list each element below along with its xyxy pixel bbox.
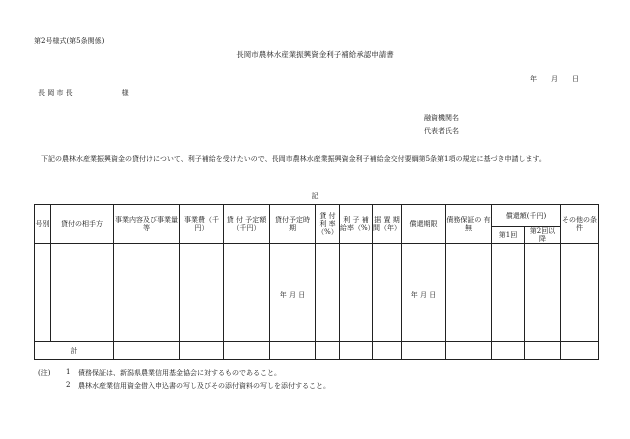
cell-cost [180, 244, 224, 342]
total-label: 計 [35, 342, 114, 360]
loan-date-placeholder: 年 月 日 [279, 290, 306, 299]
note-1-number: 1 [66, 368, 71, 376]
total-cell [114, 342, 180, 360]
total-cell [340, 342, 373, 360]
total-cell [373, 342, 402, 360]
document-title: 長岡市農林水産業振興資金利子補給承認申請書 [236, 50, 394, 59]
cell-repay-period [402, 244, 446, 342]
header-loan-date: 貸付予定時 期 [270, 205, 316, 244]
total-cell [402, 342, 446, 360]
header-subsidy-rate: 利 子 補給率（%） [340, 205, 373, 244]
note-2-text: 農林水産業信用資金借入申込書の写し及びその添付資料の写しを添付すること。 [78, 382, 330, 390]
cell-no [35, 244, 51, 342]
notes-prefix: (注) [38, 369, 51, 377]
header-guarantee: 債務保証の 有 無 [446, 205, 492, 244]
cell-loan-rate [316, 244, 340, 342]
institution-label: 融資機関名 [424, 114, 459, 122]
header-no: 号別 [35, 205, 51, 244]
ki-heading: 記 [311, 192, 319, 200]
addressee: 長 岡 市 長 様 [38, 89, 129, 97]
total-cell [224, 342, 270, 360]
date-line: 年 月 日 [530, 75, 579, 83]
cell-second-payment [525, 244, 561, 342]
header-loan-rate: 貸 付 利 率（%） [316, 205, 340, 244]
cell-other-conditions [561, 244, 599, 342]
header-repay-period: 償還期限 [402, 205, 446, 244]
header-business: 事業内容及び事業量等 [114, 205, 180, 244]
cell-loan-amount [224, 244, 270, 342]
total-cell [180, 342, 224, 360]
cell-loan-date [270, 244, 316, 342]
form-number: 第2号様式(第5条関係) [34, 37, 105, 45]
total-cell [561, 342, 599, 360]
total-cell [316, 342, 340, 360]
cell-business [114, 244, 180, 342]
total-cell [270, 342, 316, 360]
cell-first-payment [492, 244, 525, 342]
header-first-payment: 第1回 [492, 227, 525, 244]
note-2-number: 2 [66, 381, 71, 389]
repay-date-placeholder: 年 月 日 [410, 290, 437, 299]
header-borrower: 貸付の相手方 [51, 205, 114, 244]
cell-grace-period [373, 244, 402, 342]
application-table [34, 204, 599, 360]
header-grace-period: 据 置 期 間（年） [373, 205, 402, 244]
header-second-payment: 第2回以 降 [525, 227, 561, 244]
body-paragraph: 下記の農林水産業振興資金の貸付けについて、利子補給を受けたいので、長岡市農林水産業振興資金利子補給金交付要綱第5条第1項の規定に基づき申請します。 [34, 155, 546, 163]
total-cell [525, 342, 561, 360]
header-cost: 事業費（千円） [180, 205, 224, 244]
cell-subsidy-rate [340, 244, 373, 342]
cell-guarantee [446, 244, 492, 342]
cell-borrower [51, 244, 114, 342]
header-repay-amount: 償還額(千円) [492, 205, 561, 227]
total-cell [446, 342, 492, 360]
header-loan-amount: 貸 付 予定額（千円） [224, 205, 270, 244]
note-1-text: 債務保証は、新潟県農業信用基金協会に対するものであること。 [78, 369, 281, 377]
total-cell [492, 342, 525, 360]
header-other-conditions: その他の条件 [561, 205, 599, 244]
representative-label: 代表者氏名 [424, 127, 459, 135]
